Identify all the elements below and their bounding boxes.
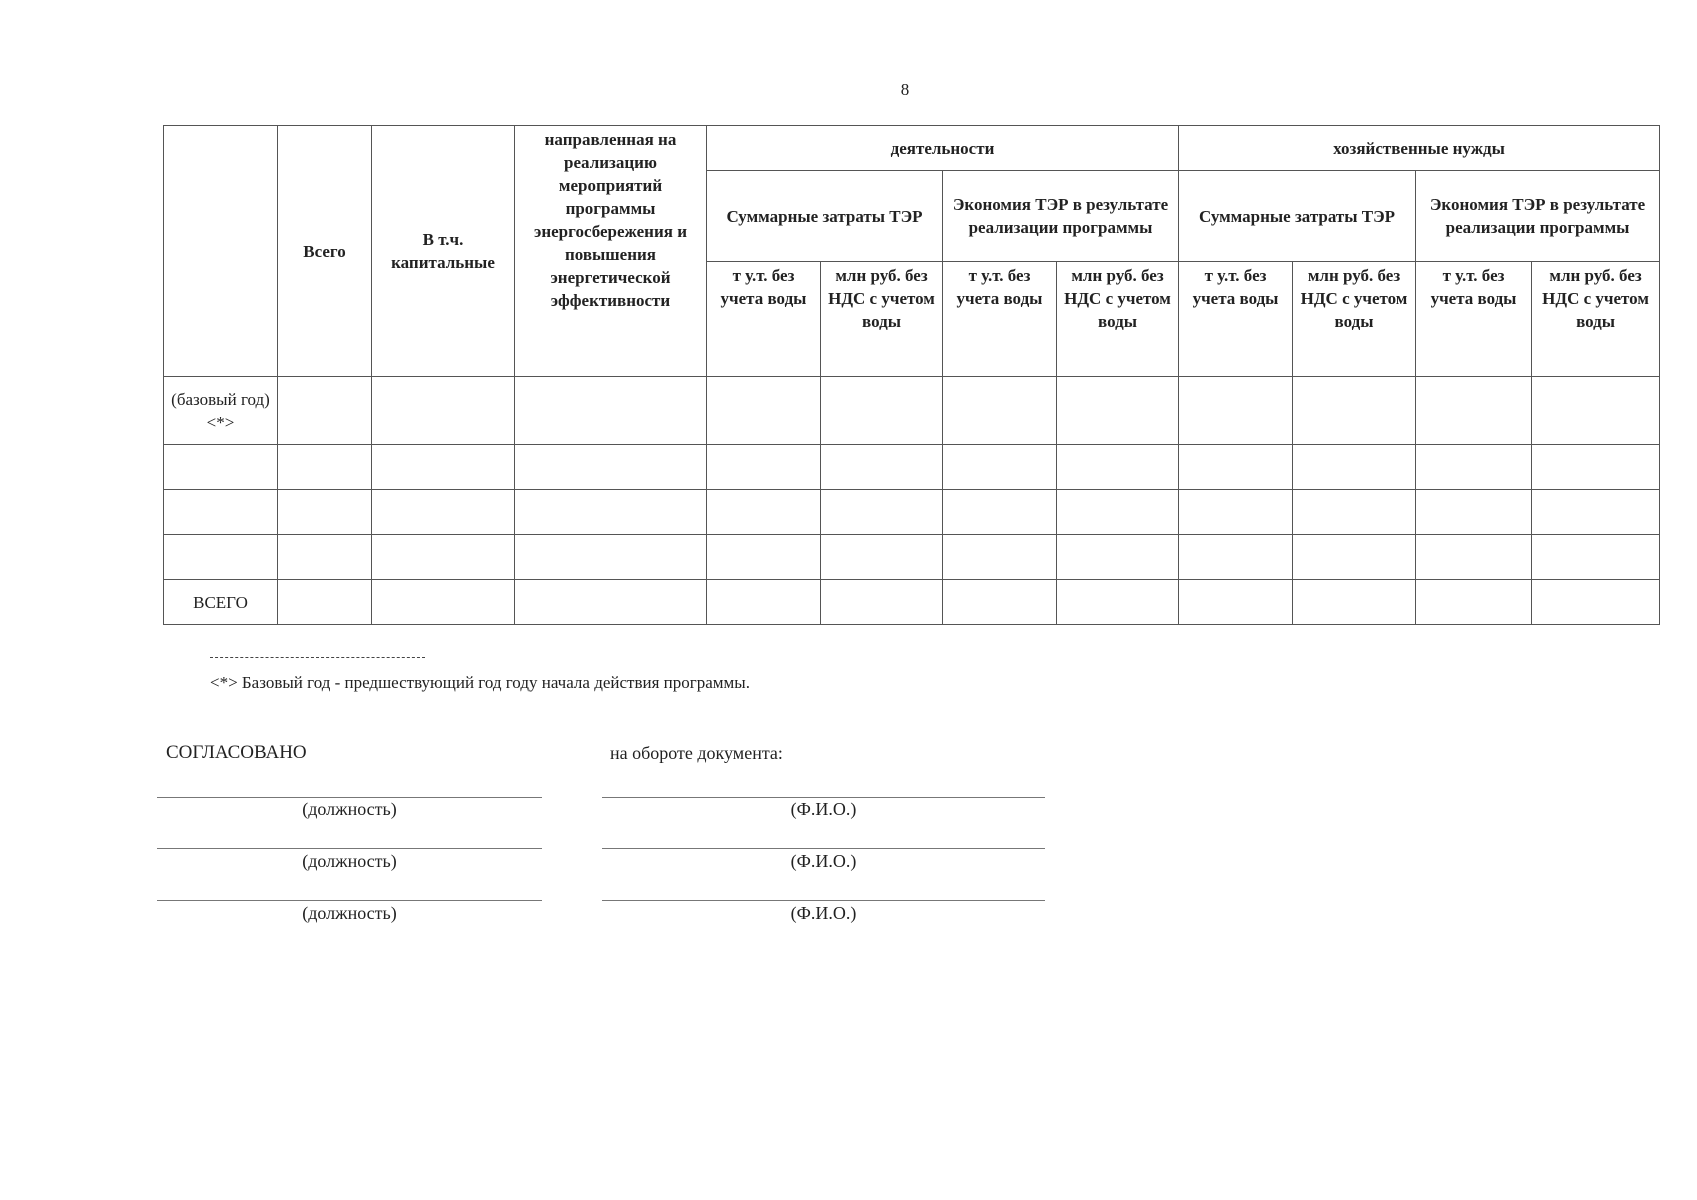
page-number: 8 xyxy=(900,80,910,99)
row-label xyxy=(164,490,278,535)
energy-table xyxy=(163,125,1660,625)
table-row xyxy=(164,490,1660,535)
header-mln-rub: млн руб. без НДС с учетом воды xyxy=(1532,262,1660,377)
signature-line-position xyxy=(157,900,542,901)
position-caption: (должность) xyxy=(302,851,397,871)
header-sum-zatraty: Суммарные затраты ТЭР xyxy=(1179,171,1416,262)
name-caption: (Ф.И.О.) xyxy=(790,851,857,871)
table-row xyxy=(164,535,1660,580)
signature-line-name xyxy=(602,900,1045,901)
header-t-ut: т у.т. без учета воды xyxy=(943,262,1057,377)
footnote-separator xyxy=(210,657,425,658)
header-t-ut: т у.т. без учета воды xyxy=(1416,262,1532,377)
row-label xyxy=(164,535,278,580)
signature-line-position xyxy=(157,848,542,849)
position-caption: (должность) xyxy=(302,903,397,923)
header-mln-rub: млн руб. без НДС с учетом воды xyxy=(1057,262,1179,377)
signature-line-name xyxy=(602,797,1045,798)
header-group-deyatelnosti: деятельности xyxy=(707,126,1179,171)
table-row xyxy=(164,445,1660,490)
header-v-tch: В т.ч. капитальные xyxy=(372,126,515,377)
header-sum-zatraty: Суммарные затраты ТЭР xyxy=(707,171,943,262)
header-ekonomiya: Экономия ТЭР в результате реализации программы xyxy=(943,171,1179,262)
row-label xyxy=(164,445,278,490)
header-t-ut: т у.т. без учета воды xyxy=(1179,262,1293,377)
header-mln-rub: млн руб. без НДС с учетом воды xyxy=(821,262,943,377)
footnote-text: <*> Базовый год - предшествующий год году начала действия программы. xyxy=(210,673,750,692)
table-row-total xyxy=(164,580,1660,625)
position-caption: (должность) xyxy=(302,799,397,819)
header-ekonomiya: Экономия ТЭР в результате реализации программы xyxy=(1416,171,1660,262)
reverse-note: на обороте документа: xyxy=(610,743,783,763)
agreed-label: СОГЛАСОВАНО xyxy=(166,742,307,763)
header-vsego: Всего xyxy=(278,126,372,377)
header-mln-rub: млн руб. без НДС с учетом воды xyxy=(1293,262,1416,377)
name-caption: (Ф.И.О.) xyxy=(790,903,857,923)
header-empty-cell xyxy=(164,126,278,377)
row-label-total: ВСЕГО xyxy=(164,580,278,625)
header-group-hoz-nuzhdy: хозяйственные нужды xyxy=(1179,126,1660,171)
header-row-1 xyxy=(164,126,1660,171)
header-napravlennaya: направленная на реализацию мероприятий программы энергосбережения и повышения энергетической эффективности xyxy=(515,126,707,377)
signature-line-position xyxy=(157,797,542,798)
name-caption: (Ф.И.О.) xyxy=(790,799,857,819)
header-t-ut: т у.т. без учета воды xyxy=(707,262,821,377)
table-row xyxy=(164,377,1660,445)
row-label: (базовый год) <*> xyxy=(164,377,278,445)
signature-line-name xyxy=(602,848,1045,849)
